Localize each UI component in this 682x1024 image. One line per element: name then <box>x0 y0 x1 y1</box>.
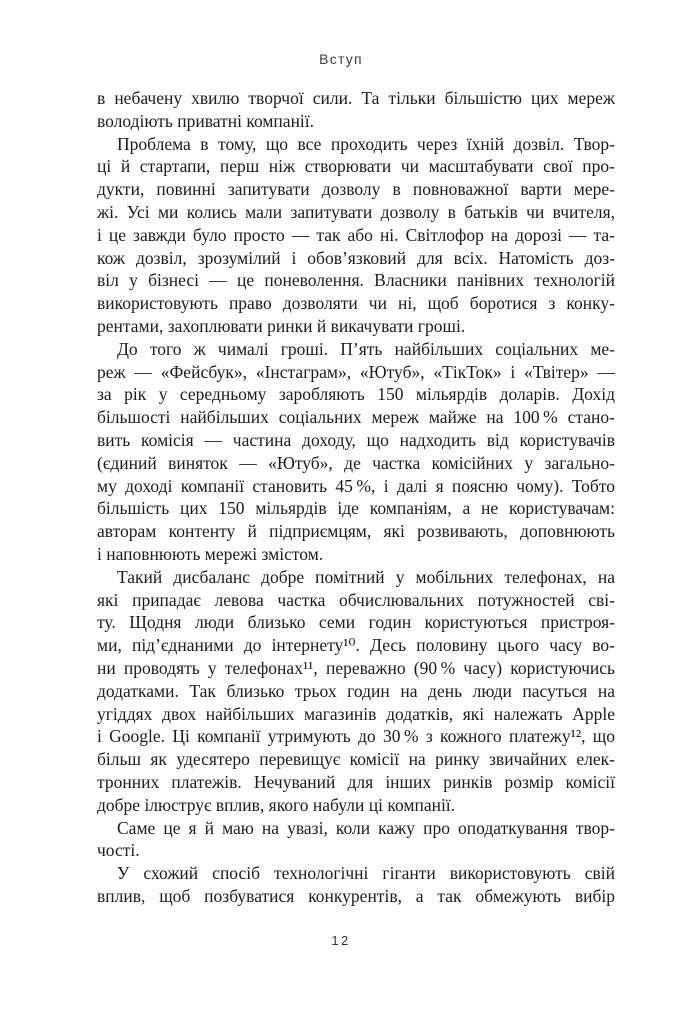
text-line <box>97 589 615 612</box>
text-line <box>97 406 615 429</box>
paragraph <box>97 862 615 908</box>
text-line-content: реж — «Фейсбук», «Інстаграм», «Ютуб», «ТікТок» і «Твітер» — <box>97 361 615 382</box>
text-line-content: кож дозвіл, зрозумілий і обов’язковий для всіх. Натомість доз- <box>97 247 615 268</box>
text-line <box>97 315 615 338</box>
text-line <box>97 794 615 817</box>
text-line-content: авторам контенту й підприємцям, які розвивають, доповнюють <box>97 521 615 542</box>
text-line <box>97 862 615 885</box>
text-line <box>97 839 615 862</box>
text-line-content: (єдиний виняток — «Ютуб», де частка комісійних у загально- <box>97 452 615 473</box>
text-line-content: му доході компанії становить 45 %, і далі я поясню чому). Тобто <box>97 475 615 496</box>
text-line-content: угіддях двох найбільших магазинів додатків, які належать Apple <box>97 703 615 724</box>
paragraph <box>97 133 615 338</box>
text-line-content: рентами, захоплювати ринки й викачувати гроші. <box>97 315 466 336</box>
text-line <box>97 133 615 156</box>
text-line-content: використовують право дозволяти чи ні, щоб боротися з конку- <box>97 293 615 314</box>
text-line-content: ту. Щодня люди близько семи годин користуються пристроя- <box>97 612 615 633</box>
text-line <box>97 247 615 270</box>
text-line <box>97 703 615 726</box>
text-line <box>97 771 615 794</box>
body-text <box>97 87 615 908</box>
text-line <box>97 338 615 361</box>
text-line-content: ми, під’єднаними до інтернету¹⁰. Десь половину цього часу во- <box>97 635 615 656</box>
text-line <box>97 361 615 384</box>
text-line-content: Проблема в тому, що все проходить через їхній дозвіл. Твор- <box>117 133 615 154</box>
text-line <box>97 566 615 589</box>
text-line <box>97 475 615 498</box>
text-line-content: володіють приватні компанії. <box>97 110 315 131</box>
text-line <box>97 817 615 840</box>
paragraph <box>97 566 615 817</box>
text-line-content: дукти, повинні запитувати дозволу в повноважної варти мере- <box>97 179 615 200</box>
text-line <box>97 87 615 110</box>
text-line <box>97 110 615 133</box>
text-line-content: чості. <box>97 840 140 861</box>
text-line <box>97 269 615 292</box>
text-line <box>97 657 615 680</box>
text-line <box>97 885 615 908</box>
text-line-content: ці й стартапи, перш ніж створювати чи масштабувати свої про- <box>97 156 615 177</box>
text-line-content: в небачену хвилю творчої сили. Та тільки більшістю цих мереж <box>97 88 615 108</box>
text-line-content: більшість цих 150 мільярдів іде компаніям, а не користувачам: <box>97 498 615 519</box>
text-line <box>97 520 615 543</box>
text-line-content: Такий дисбаланс добре помітний у мобільних телефонах, на <box>117 566 615 587</box>
text-line <box>97 155 615 178</box>
text-line-content: додатками. Так близько трьох годин на день люди пасуться на <box>97 680 615 701</box>
paragraph <box>97 87 615 133</box>
text-line-content: вить комісія — частина доходу, що надходить від користувачів <box>97 429 615 450</box>
text-line-content: більшості найбільших соціальних мереж майже на 100 % стано- <box>97 407 615 428</box>
text-line <box>97 292 615 315</box>
text-line-content: Саме це я й маю на увазі, коли кажу про оподаткування твор- <box>117 817 615 838</box>
text-line-content: вплив, щоб позбуватися конкурентів, а так обмежують вибір <box>97 885 615 906</box>
text-line-content: за рік у середньому заробляють 150 мільярдів доларів. Дохід <box>97 384 615 405</box>
text-line-content: і наповнюють мережі змістом. <box>97 543 324 564</box>
text-line-content: жі. Усі ми колись мали запитувати дозволу в батьків чи вчителя, <box>97 201 615 222</box>
page-number: 12 <box>331 933 351 948</box>
text-line-content: більш як удесятеро перевищує комісії на ринку звичайних елек- <box>97 749 615 770</box>
text-line <box>97 452 615 475</box>
text-line-content: які припадає левова частка обчислювальних потужностей сві- <box>97 589 615 610</box>
text-line-content: тронних платежів. Нечуваний для інших ринків розмір комісії <box>97 771 615 792</box>
text-line <box>97 383 615 406</box>
text-line <box>97 201 615 224</box>
text-line <box>97 611 615 634</box>
text-line <box>97 543 615 566</box>
paragraph <box>97 817 615 863</box>
text-line <box>97 725 615 748</box>
text-line <box>97 748 615 771</box>
paragraph <box>97 338 615 566</box>
text-line <box>97 224 615 247</box>
text-line <box>97 680 615 703</box>
text-line <box>97 429 615 452</box>
text-line-content: віл у бізнесі — це поневолення. Власники панівних технологій <box>97 270 615 291</box>
running-header: Вступ <box>319 51 363 67</box>
text-line <box>97 497 615 520</box>
text-line-content: добре ілюструє вплив, якого набули ці компанії. <box>97 794 456 815</box>
text-line-content: і Google. Ці компанії утримують до 30 % з кожного платежу¹², що <box>97 726 615 747</box>
text-line-content: До того ж чималі гроші. П’ять найбільших соціальних ме- <box>117 338 615 359</box>
text-line-content: У схожий спосіб технологічні гіганти використовують свій <box>117 863 615 884</box>
text-line-content: і це завжди було просто — так або ні. Світлофор на дорозі — та- <box>97 224 615 245</box>
text-line-content: ни проводять у телефонах¹¹, переважно (90 % часу) користуючись <box>97 657 615 678</box>
text-line <box>97 634 615 657</box>
text-line <box>97 178 615 201</box>
